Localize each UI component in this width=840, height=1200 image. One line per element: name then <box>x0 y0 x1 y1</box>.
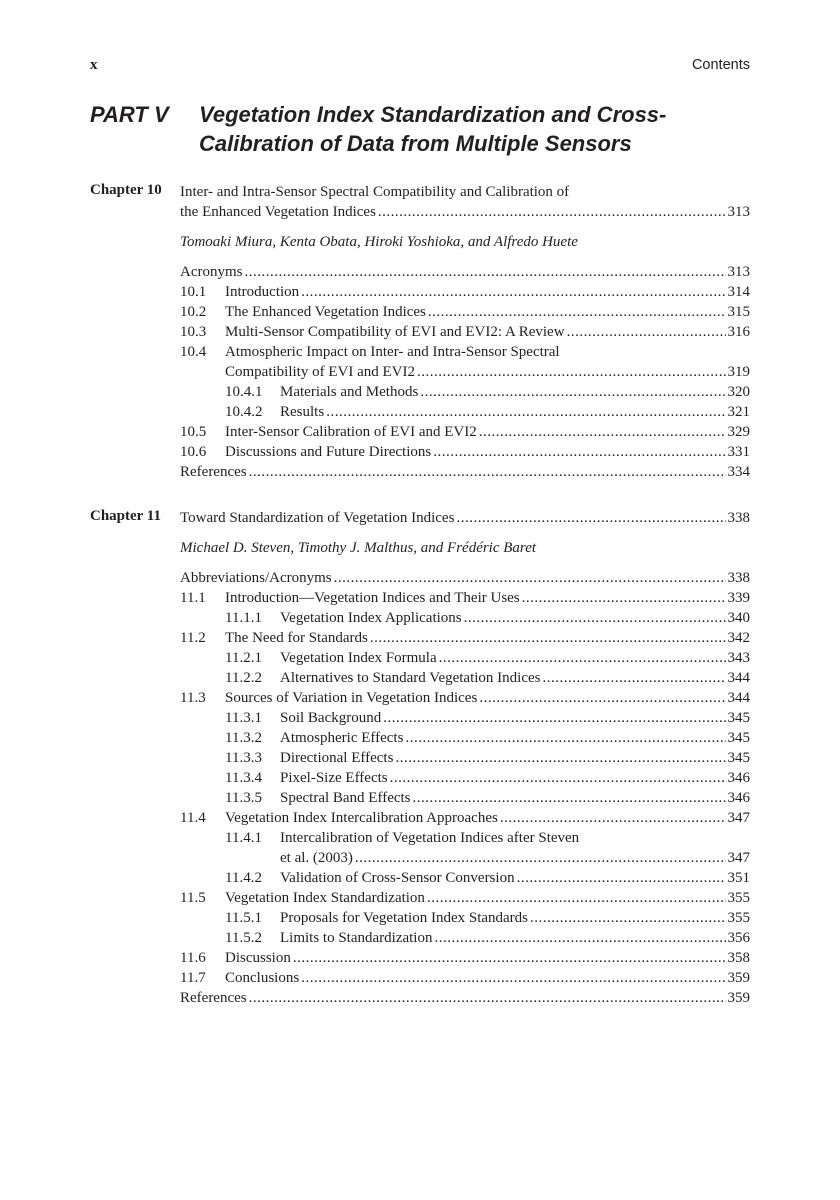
entry-title: Discussion <box>225 950 291 966</box>
entry-title: Abbreviations/Acronyms <box>180 570 332 586</box>
toc-entry-10-2[interactable] <box>180 302 750 322</box>
page-ref: 329 <box>727 424 750 440</box>
entry-title: Proposals for Vegetation Index Standards <box>280 910 529 926</box>
page-ref: 340 <box>727 610 750 626</box>
entry-title: Materials and Methods <box>280 384 419 400</box>
toc-entry-10-3[interactable] <box>180 322 750 342</box>
section-number: 10.3 <box>180 324 207 340</box>
section-number: 11.5.2 <box>225 930 262 946</box>
entry-title: The Enhanced Vegetation Indices <box>225 304 426 320</box>
dot-leader <box>417 362 726 382</box>
part-title-line-1: Vegetation Index Standardization and Cross- <box>199 102 667 127</box>
entry-title: Acronyms <box>180 264 243 280</box>
entry-title-line-1: Atmospheric Impact on Inter- and Intra-Sensor Spectral <box>225 344 560 360</box>
toc-entry-11-2[interactable] <box>180 628 750 648</box>
section-number: 11.5 <box>180 890 206 906</box>
page-ref: 342 <box>727 630 750 646</box>
toc-entry-11-3[interactable] <box>180 688 750 708</box>
section-number: 10.4.2 <box>225 404 263 420</box>
page-ref: 334 <box>727 464 750 480</box>
running-title: Contents <box>691 57 750 73</box>
entry-title: Soil Background <box>280 710 382 726</box>
toc-entry-10-4-1[interactable] <box>180 382 750 402</box>
page-ref: 343 <box>727 650 750 666</box>
toc-entry-11-3-2[interactable] <box>180 728 750 748</box>
entry-title: The Need for Standards <box>225 630 368 646</box>
toc-entry-11-4-1-continued[interactable] <box>180 848 750 868</box>
dot-leader <box>383 708 725 728</box>
toc-entry-11-5-2[interactable] <box>180 928 750 948</box>
toc-entry-abbreviations[interactable] <box>180 568 750 588</box>
entry-title: Sources of Variation in Vegetation Indices <box>225 690 478 706</box>
entry-title: Introduction—Vegetation Indices and Their Uses <box>225 590 520 606</box>
page-ref: 358 <box>727 950 750 966</box>
entry-title: Results <box>280 404 325 420</box>
dot-leader <box>522 588 726 608</box>
dot-leader <box>370 628 726 648</box>
entry-title: References <box>180 990 247 1006</box>
toc-entry-11-4-2[interactable] <box>180 868 750 888</box>
dot-leader <box>420 382 725 402</box>
dot-leader <box>249 462 726 482</box>
page-ref: 345 <box>727 710 750 726</box>
section-number: 11.3.4 <box>225 770 262 786</box>
dot-leader <box>543 668 726 688</box>
part-title <box>199 100 679 158</box>
entry-title-line-2: et al. (2003) <box>280 850 353 866</box>
section-number: 11.3.2 <box>225 730 262 746</box>
dot-leader <box>249 988 726 1008</box>
section-number: 11.3.5 <box>225 790 262 806</box>
toc-entry-11-7[interactable] <box>180 968 750 988</box>
entry-title: Vegetation Index Formula <box>280 650 437 666</box>
page-ref: 338 <box>727 570 750 586</box>
chapter-body <box>180 508 750 1008</box>
dot-leader <box>464 608 726 628</box>
section-number: 11.4 <box>180 810 206 826</box>
section-number: 11.3 <box>180 690 206 706</box>
section-number: 11.1 <box>180 590 206 606</box>
page-ref: 313 <box>727 204 750 220</box>
section-number: 11.2 <box>180 630 206 646</box>
page-ref: 355 <box>727 890 750 906</box>
entry-title: Alternatives to Standard Vegetation Indices <box>280 670 541 686</box>
section-number: 11.3.1 <box>225 710 262 726</box>
entry-title: Multi-Sensor Compatibility of EVI and EVI2: A Review <box>225 324 565 340</box>
dot-leader <box>293 948 726 968</box>
dot-leader <box>517 868 726 888</box>
toc-entry-11-3-4[interactable] <box>180 768 750 788</box>
entry-title: References <box>180 464 247 480</box>
chapter-label: Chapter 10 <box>90 182 162 198</box>
dot-leader <box>245 262 726 282</box>
page-ref: 347 <box>727 810 750 826</box>
section-number: 11.2.2 <box>225 670 262 686</box>
toc-entry-10-6[interactable] <box>180 442 750 462</box>
toc-entry-11-1[interactable] <box>180 588 750 608</box>
entry-title: Atmospheric Effects <box>280 730 404 746</box>
toc-entry-11-3-1[interactable] <box>180 708 750 728</box>
toc-entry-10-5[interactable] <box>180 422 750 442</box>
page-ref: 355 <box>727 910 750 926</box>
dot-leader <box>413 788 726 808</box>
dot-leader <box>378 202 726 222</box>
page-ref: 359 <box>727 970 750 986</box>
dot-leader <box>301 282 725 302</box>
section-number: 11.5.1 <box>225 910 262 926</box>
chapter-label: Chapter 11 <box>90 508 161 524</box>
part-label: PART V <box>90 102 169 127</box>
chapter-authors: Michael D. Steven, Timothy J. Malthus, and Frédéric Baret <box>180 540 537 556</box>
entry-title: Vegetation Index Intercalibration Approaches <box>225 810 498 826</box>
toc-entry-11-2-2[interactable] <box>180 668 750 688</box>
chapter-title-entry[interactable] <box>180 202 750 222</box>
toc-entry-11-2-1[interactable] <box>180 648 750 668</box>
entry-title-line-1: Intercalibration of Vegetation Indices after Steven <box>280 830 580 846</box>
chapter-title-entry[interactable] <box>180 508 750 528</box>
dot-leader <box>428 302 726 322</box>
toc-entry-10-4-continued[interactable] <box>180 362 750 382</box>
section-number: 11.2.1 <box>225 650 262 666</box>
dot-leader <box>405 728 725 748</box>
page-ref: 344 <box>727 670 750 686</box>
toc-entry-references[interactable] <box>180 988 750 1008</box>
entry-title: Vegetation Index Standardization <box>225 890 425 906</box>
page-ref: 345 <box>727 730 750 746</box>
section-number: 10.2 <box>180 304 207 320</box>
dot-leader <box>479 688 725 708</box>
part-title-line-2: Calibration of Data from Multiple Sensors <box>199 131 632 156</box>
dot-leader <box>479 422 726 442</box>
dot-leader <box>434 928 725 948</box>
chapter-authors: Tomoaki Miura, Kenta Obata, Hiroki Yoshioka, and Alfredo Huete <box>180 234 578 250</box>
entry-title: Introduction <box>225 284 300 300</box>
section-number: 10.1 <box>180 284 207 300</box>
section-number: 10.5 <box>180 424 207 440</box>
toc-entry-10-4-2[interactable] <box>180 402 750 422</box>
section-number: 10.6 <box>180 444 207 460</box>
page-ref: 346 <box>727 790 750 806</box>
page-ref: 345 <box>727 750 750 766</box>
dot-leader <box>427 888 726 908</box>
page-ref: 321 <box>727 404 750 420</box>
toc-entry-11-3-5[interactable] <box>180 788 750 808</box>
entry-title: Conclusions <box>225 970 300 986</box>
entry-title: Pixel-Size Effects <box>280 770 388 786</box>
section-number: 11.3.3 <box>225 750 262 766</box>
toc-entry-references[interactable] <box>180 462 750 482</box>
toc-entry-11-4-1[interactable] <box>180 828 750 848</box>
entry-title: Directional Effects <box>280 750 394 766</box>
entry-title: Vegetation Index Applications <box>280 610 462 626</box>
page-ref: 346 <box>727 770 750 786</box>
section-number: 10.4.1 <box>225 384 263 400</box>
toc-entry-11-5[interactable] <box>180 888 750 908</box>
entry-title: Limits to Standardization <box>280 930 433 946</box>
entry-title: Validation of Cross-Sensor Conversion <box>280 870 515 886</box>
section-number: 11.1.1 <box>225 610 262 626</box>
section-number: 11.6 <box>180 950 206 966</box>
page-ref: 314 <box>727 284 750 300</box>
chapter-title: Toward Standardization of Vegetation Indices <box>180 510 455 526</box>
page-ref: 351 <box>727 870 750 886</box>
page-ref: 316 <box>727 324 750 340</box>
dot-leader <box>433 442 725 462</box>
page-ref: 319 <box>727 364 750 380</box>
toc-entry-10-4[interactable] <box>180 342 750 362</box>
section-number: 11.4.2 <box>225 870 262 886</box>
dot-leader <box>456 508 725 528</box>
toc-entry-10-1[interactable] <box>180 282 750 302</box>
page-ref: 320 <box>727 384 750 400</box>
section-number: 11.4.1 <box>225 830 262 846</box>
page-ref: 338 <box>727 510 750 526</box>
dot-leader <box>500 808 726 828</box>
dot-leader <box>530 908 725 928</box>
toc-entry-11-3-3[interactable] <box>180 748 750 768</box>
dot-leader <box>355 848 726 868</box>
page-ref: 339 <box>727 590 750 606</box>
page-ref: 356 <box>727 930 750 946</box>
page-ref: 315 <box>727 304 750 320</box>
entry-title-line-2: Compatibility of EVI and EVI2 <box>225 364 415 380</box>
chapter-body <box>180 182 750 482</box>
entry-title: Spectral Band Effects <box>280 790 411 806</box>
dot-leader <box>326 402 725 422</box>
dot-leader <box>567 322 726 342</box>
entry-title: Discussions and Future Directions <box>225 444 432 460</box>
toc-entry-acronyms[interactable] <box>180 262 750 282</box>
dot-leader <box>395 748 725 768</box>
dot-leader <box>301 968 725 988</box>
toc-entry-11-1-1[interactable] <box>180 608 750 628</box>
page-ref: 359 <box>727 990 750 1006</box>
chapter-title-line-2: the Enhanced Vegetation Indices <box>180 204 376 220</box>
page-ref: 344 <box>727 690 750 706</box>
running-header <box>90 57 750 77</box>
page-ref: 313 <box>727 264 750 280</box>
page-number: x <box>90 57 98 73</box>
entry-title: Inter-Sensor Calibration of EVI and EVI2 <box>225 424 477 440</box>
dot-leader <box>439 648 726 668</box>
toc-entry-11-6[interactable] <box>180 948 750 968</box>
page-ref: 347 <box>727 850 750 866</box>
page-ref: 331 <box>727 444 750 460</box>
section-number: 11.7 <box>180 970 206 986</box>
toc-entry-11-5-1[interactable] <box>180 908 750 928</box>
section-number: 10.4 <box>180 344 207 360</box>
toc-entry-11-4[interactable] <box>180 808 750 828</box>
dot-leader <box>390 768 726 788</box>
chapter-title-line-1: Inter- and Intra-Sensor Spectral Compatibility and Calibration of <box>180 184 570 200</box>
dot-leader <box>334 568 726 588</box>
